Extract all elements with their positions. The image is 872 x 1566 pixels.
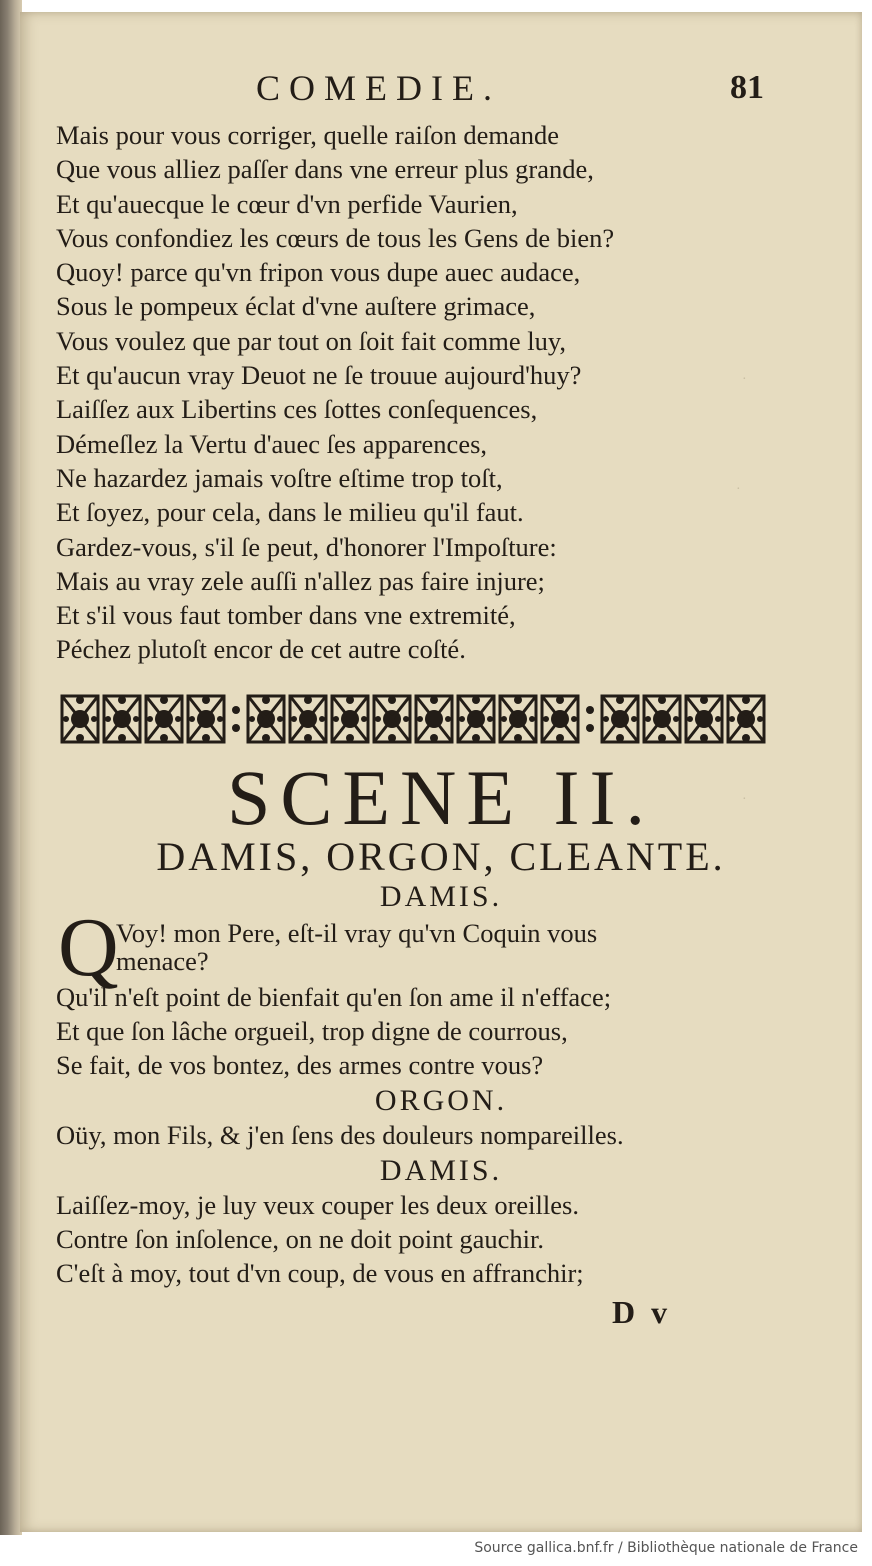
speaker-name: DAMIS. (379, 880, 503, 913)
verse-line: Et s'il vous faut tomber dans vne extremité, (56, 600, 516, 631)
scene-title: SCENE II. (227, 754, 655, 841)
verse-line: Quoy! parce qu'vn fripon vous dupe auec audace, (56, 257, 581, 288)
verse-line: Gardez-vous, s'il ſe peut, d'honorer l'Impoſture: (56, 531, 557, 562)
page-number: 81 (730, 69, 764, 106)
verse-line: Péchez plutoſt encor de cet autre coſté. (56, 634, 466, 665)
scene-characters: DAMIS, ORGON, CLEANTE. (156, 834, 726, 879)
verse-line: Et qu'aucun vray Deuot ne ſe trouue aujourd'huy? (56, 360, 582, 391)
verse-line: Et qu'auecque le cœur d'vn perfide Vaurien, (56, 188, 518, 219)
fleuron-ornament-band (60, 692, 784, 746)
show-through-mark: · (736, 482, 741, 497)
dialogue-line: C'eſt à moy, tout d'vn coup, de vous en affranchir; (56, 1258, 584, 1288)
drop-cap: Q (58, 901, 119, 994)
dialogue-line: Voy! mon Pere, eſt-il vray qu'vn Coquin vous (116, 918, 598, 948)
dialogue-line: Et que ſon lâche orgueil, trop digne de courrous, (56, 1016, 568, 1046)
speaker-name: DAMIS. (379, 1154, 503, 1187)
verse-line: Et ſoyez, pour cela, dans le milieu qu'il faut. (56, 497, 524, 528)
verse-line: Vous confondiez les cœurs de tous les Gens de bien? (56, 222, 615, 253)
show-through-mark: · (742, 792, 747, 807)
dialogue-line: Oüy, mon Fils, & j'en ſens des douleurs nompareilles. (56, 1120, 624, 1150)
speaker-name: ORGON. (374, 1084, 508, 1117)
verse-line: Mais au vray zele auſſi n'allez pas faire injure; (56, 565, 545, 596)
catchword: D v (612, 1294, 672, 1330)
dialogue-line: Contre ſon inſolence, on ne doit point gauchir. (56, 1224, 544, 1254)
source-credit: Source gallica.bnf.fr / Bibliothèque nationale de France (474, 1540, 858, 1556)
running-title: COMEDIE. (256, 68, 501, 108)
book-spine-edge (0, 0, 22, 1535)
verse-line: Sous le pompeux éclat d'vne auſtere grimace, (56, 291, 536, 322)
verse-block (56, 118, 816, 667)
verse-line: Que vous alliez paſſer dans vne erreur plus grande, (56, 154, 594, 185)
dialogue-line: menace? (116, 946, 209, 976)
page-header (20, 68, 862, 118)
dialogue-line: Qu'il n'eſt point de bienfait qu'en ſon ame il n'efface; (56, 982, 612, 1012)
book-page (20, 12, 862, 1532)
verse-line: Démeſlez la Vertu d'auec ſes apparences, (56, 428, 488, 459)
verse-line: Laiſſez aux Libertins ces ſottes conſequences, (56, 394, 538, 425)
show-through-mark: · (742, 372, 747, 387)
dialogue-line: Laiſſez-moy, je luy veux couper les deux oreilles. (56, 1190, 579, 1220)
verse-line: Mais pour vous corriger, quelle raiſon demande (56, 120, 560, 150)
verse-line: Vous voulez que par tout on ſoit fait comme luy, (56, 325, 567, 356)
dialogue-line: Se fait, de vos bontez, des armes contre vous? (56, 1050, 544, 1080)
verse-line: Ne hazardez jamais voſtre eſtime trop toſt, (56, 462, 503, 493)
